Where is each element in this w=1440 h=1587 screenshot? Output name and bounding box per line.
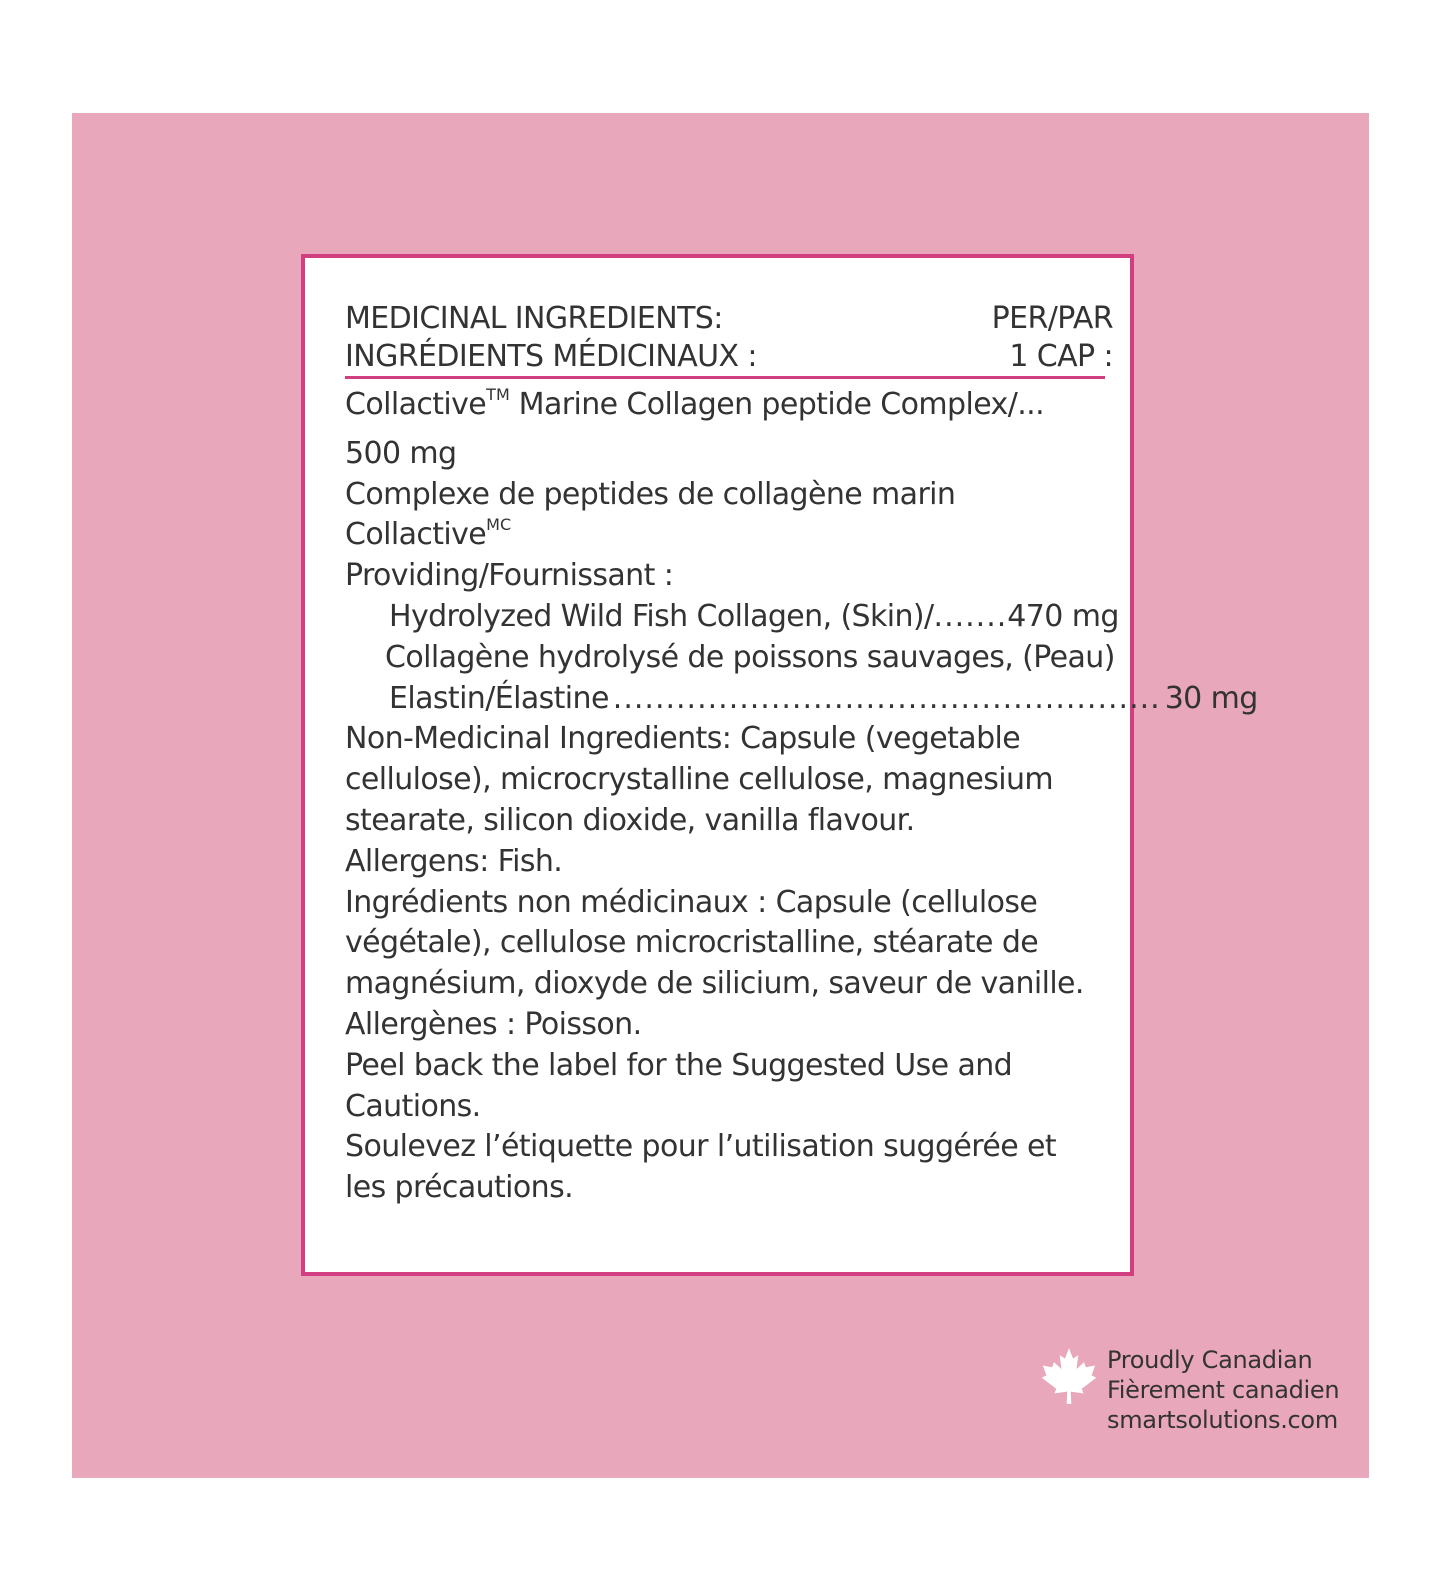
complex-amount: 500 mg: [345, 435, 457, 471]
collagen-fr: Collagène hydrolysé de poissons sauvages, (Peau): [385, 639, 1115, 675]
label-content: [345, 298, 1258, 1209]
collagen-name: Hydrolyzed Wild Fish Collagen, (Skin)/: [389, 598, 934, 634]
ingredients-label-box: [301, 254, 1258, 1276]
complex-rest: Marine Collagen peptide Complex/...: [509, 387, 1045, 422]
trademark-sup: TM: [486, 385, 510, 404]
footer-badge: [1040, 1345, 1360, 1435]
text-line: Cautions.: [345, 1088, 481, 1124]
text-line: Allergens: Fish.: [345, 843, 563, 879]
complex-fr-line1: Complexe de peptides de collagène marin: [345, 476, 956, 512]
footer-text: [1107, 1345, 1339, 1435]
text-line: Peel back the label for the Suggested Use and: [345, 1047, 1013, 1083]
text-line: magnésium, dioxyde de silicium, saveur de vanille.: [345, 966, 1084, 1002]
elastin-name: Elastin/Élastine: [389, 680, 609, 716]
collagen-amount: 470 mg: [1007, 598, 1119, 634]
text-line: végétale), cellulose microcristalline, stéarate de: [345, 925, 1039, 961]
text-line: les précautions.: [345, 1170, 574, 1206]
collagen-dots: .......: [933, 598, 1008, 634]
footer-proudly-canadian: Proudly Canadian: [1107, 1346, 1313, 1374]
complex-line: [345, 385, 1105, 426]
text-line: Ingrédients non médicinaux : Capsule (cellulose: [345, 884, 1038, 920]
header-cap: 1 CAP :: [1009, 339, 1113, 374]
header-per: PER/PAR: [991, 301, 1113, 336]
providing-line: Providing/Fournissant :: [345, 558, 674, 594]
text-line: stearate, silicon dioxide, vanilla flavour.: [345, 802, 915, 838]
text-line: cellulose), microcrystalline cellulose, magnesium: [345, 762, 1054, 798]
complex-fr-line2: [345, 515, 1105, 556]
sub-ingredient-elastin: [345, 679, 1258, 720]
header-title-en: MEDICINAL INGREDIENTS:: [345, 301, 723, 336]
pink-background-panel: [72, 113, 1369, 1478]
header-left: [345, 300, 757, 376]
footer-fierement-canadien: Fièrement canadien: [1107, 1376, 1340, 1404]
text-line: Soulevez l’étiquette pour l’utilisation suggérée et: [345, 1129, 1057, 1165]
mc-sup: MC: [486, 515, 512, 535]
complex-fr-name: Collactive: [345, 517, 487, 553]
text-line: Non-Medicinal Ingredients: Capsule (vegetable: [345, 721, 1021, 757]
header-title-fr: INGRÉDIENTS MÉDICINAUX :: [345, 339, 757, 374]
maple-leaf-icon: [1040, 1347, 1098, 1405]
label-header: [345, 298, 1113, 379]
complex-name: Collactive: [345, 387, 487, 422]
text-line: Allergènes : Poisson.: [345, 1006, 642, 1042]
footer-website: smartsolutions.com: [1107, 1406, 1338, 1434]
elastin-dots: ....................................................: [612, 680, 1161, 716]
header-right: [992, 300, 1113, 376]
elastin-amount: 30 mg: [1164, 680, 1258, 716]
sub-ingredient-collagen: [345, 597, 1119, 638]
